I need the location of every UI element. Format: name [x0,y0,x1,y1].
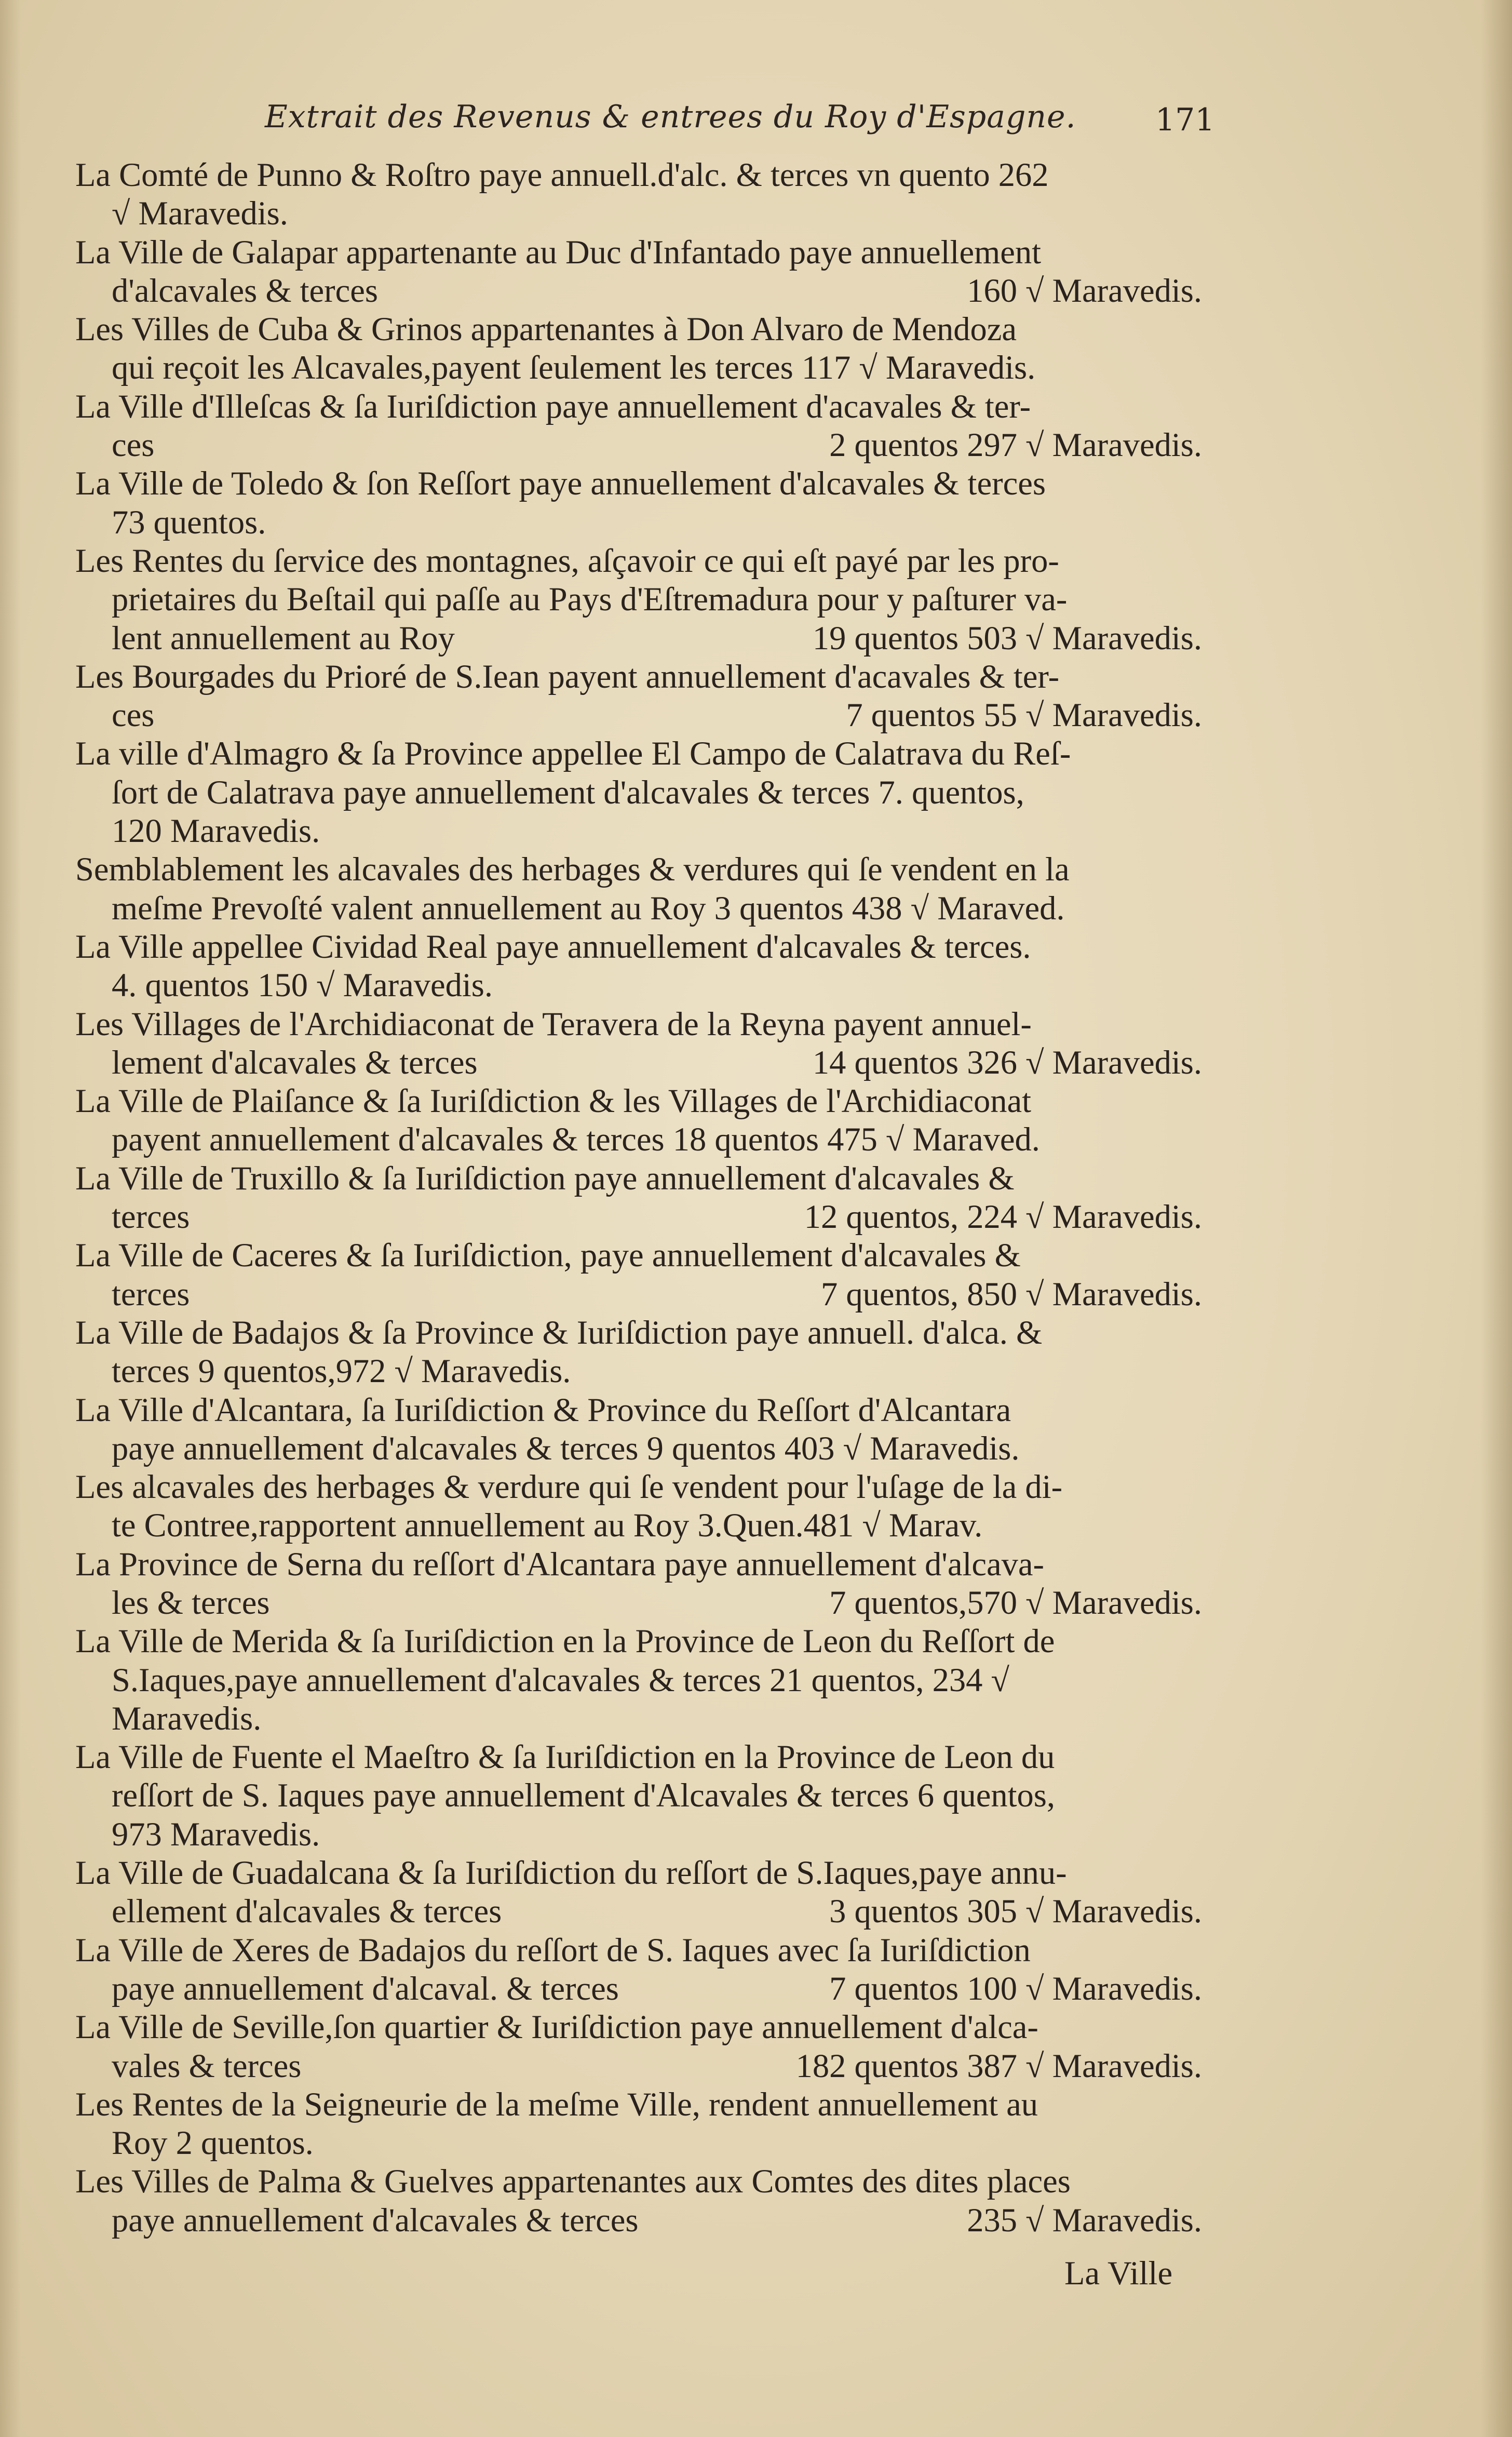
text-line [75,1545,1202,1584]
line-text: La Ville de Xeres de Badajos du reſſort de S. Iaques avec ſa Iuriſdiction [75,1931,1031,1969]
line-text: 73 quentos. [112,503,266,541]
line-text: La Ville de Truxillo & ſa Iuriſdiction paye annuellement d'alcavales & [75,1159,1015,1197]
text-line [75,658,1202,696]
line-text: La Ville de Badajos & ſa Province & Iuriſdiction paye annuell. d'alca. & [75,1314,1043,1351]
line-text: payent annuellement d'alcavales & terces 18 quentos 475 √ Maraved. [112,1121,1040,1158]
text-line [75,1970,1202,2008]
line-amount: 160 √ Maravedis. [967,272,1202,309]
line-text: La Ville d'Alcantara, ſa Iuriſdiction & Province du Reſſort d'Alcantara [75,1391,1011,1428]
text-line [75,1198,1202,1236]
line-text: La Ville appellee Cividad Real paye annuellement d'alcavales & terces. [75,928,1031,965]
line-text: 4. quentos 150 √ Maravedis. [112,967,493,1004]
text-line [75,1854,1202,1892]
page-number: 171 [1155,102,1215,138]
line-amount: 7 quentos 55 √ Maravedis. [846,697,1202,734]
line-text: les & terces [112,1584,270,1621]
text-line [75,194,1202,233]
text-line [75,1429,1202,1468]
line-text: La Ville de Merida & ſa Iuriſdiction en la Province de Leon du Reſſort de [75,1623,1055,1660]
text-line [75,503,1202,542]
text-line [75,619,1202,658]
text-line [75,1622,1202,1661]
body-text [75,156,1202,2240]
line-amount: 182 quentos 387 √ Maravedis. [795,2047,1202,2084]
text-line [75,1275,1202,1314]
line-text: terces [112,1275,190,1313]
line-text: Maravedis. [112,1699,262,1737]
text-line [75,928,1202,966]
line-text: Roy 2 quentos. [112,2124,314,2162]
line-text: 120 Maravedis. [112,812,320,850]
gutter-shadow [0,0,21,2437]
text-line [75,1120,1202,1159]
text-line [75,773,1202,812]
text-line [75,1159,1202,1198]
line-text: Les Villes de Palma & Guelves appartenantes aux Comtes des dites places [75,2163,1071,2200]
running-head: Extrait des Revenus & entrees du Roy d'Espagne. [265,99,1076,135]
line-text: La ville d'Almagro & ſa Province appellee El Campo de Calatrava du Reſ- [75,735,1071,772]
line-text: ellement d'alcavales & terces [112,1893,502,1930]
text-line [75,2085,1202,2124]
text-line [75,426,1202,464]
text-line [75,1815,1202,1854]
text-line [75,850,1202,889]
text-line [75,580,1202,619]
line-text: La Ville de Galapar appartenante au Duc d'Infantado paye annuellement [75,233,1042,271]
text-line [75,1661,1202,1699]
line-text: terces 9 quentos,972 √ Maravedis. [112,1353,571,1390]
text-line [75,1506,1202,1545]
text-line [75,387,1202,426]
line-text: La Ville de Seville,ſon quartier & Iuriſdiction paye annuellement d'alca- [75,2008,1038,2046]
text-line [75,542,1202,580]
line-amount: 19 quentos 503 √ Maravedis. [812,619,1202,657]
line-text: d'alcavales & terces [112,272,379,309]
line-amount: 12 quentos, 224 √ Maravedis. [804,1198,1202,1236]
line-text: vales & terces [112,2047,302,2084]
text-line [75,464,1202,503]
line-text: ces [112,697,155,734]
line-amount: 14 quentos 326 √ Maravedis. [812,1043,1202,1081]
line-text: La Ville de Plaiſance & ſa Iuriſdiction & les Villages de l'Archidiaconat [75,1082,1031,1120]
text-line [75,812,1202,850]
line-amount: 2 quentos 297 √ Maravedis. [829,426,1202,464]
text-line [75,1892,1202,1931]
text-line [75,1352,1202,1390]
line-text: La Province de Serna du reſſort d'Alcantara paye annuellement d'alcava- [75,1545,1045,1583]
line-amount: 7 quentos,570 √ Maravedis. [829,1584,1202,1621]
text-line [75,233,1202,272]
text-line [75,1005,1202,1043]
line-text: ces [112,426,155,464]
line-text: Les alcavales des herbages & verdure qui ſe vendent pour l'uſage de la di- [75,1468,1063,1506]
line-text: Les Bourgades du Prioré de S.Iean payent annuellement d'acavales & ter- [75,658,1060,695]
line-text: reſſort de S. Iaques paye annuellement d'Alcavales & terces 6 quentos, [112,1777,1055,1814]
line-text: √ Maravedis. [112,195,288,232]
text-line [75,1391,1202,1429]
line-text: La Ville d'Illeſcas & ſa Iuriſdiction paye annuellement d'acavales & ter- [75,387,1031,425]
line-text: Les Villes de Cuba & Grinos appartenantes à Don Alvaro de Mendoza [75,311,1017,348]
line-amount: 235 √ Maravedis. [967,2201,1202,2239]
line-text: lement d'alcavales & terces [112,1043,478,1081]
line-text: te Contree,rapportent annuellement au Roy 3.Quen.481 √ Marav. [112,1507,983,1544]
text-line [75,2162,1202,2201]
catchword: La Ville [1064,2255,1173,2292]
text-line [75,1738,1202,1776]
text-line [75,1082,1202,1120]
line-text: Les Rentes du ſervice des montagnes, aſçavoir ce qui eſt payé par les pro- [75,542,1059,579]
line-text: lent annuellement au Roy [112,619,455,657]
line-text: meſme Prevoſté valent annuellement au Roy 3 quentos 438 √ Maraved. [112,889,1065,927]
text-line [75,696,1202,734]
page-edge [1481,0,1512,2437]
line-text: Semblablement les alcavales des herbages & verdures qui ſe vendent en la [75,851,1070,888]
text-line [75,2008,1202,2046]
line-text: S.Iaques,paye annuellement d'alcavales & terces 21 quentos, 234 √ [112,1661,1009,1698]
text-line [75,2124,1202,2162]
line-text: La Ville de Toledo & ſon Reſſort paye annuellement d'alcavales & terces [75,465,1046,502]
text-line [75,1043,1202,1082]
line-text: terces [112,1198,190,1236]
line-text: paye annuellement d'alcavales & terces [112,2201,639,2239]
text-line [75,1468,1202,1506]
text-line [75,1584,1202,1622]
line-text: La Comté de Punno & Roſtro paye annuell.d'alc. & terces vn quento 262 [75,156,1049,193]
line-text: La Ville de Caceres & ſa Iuriſdiction, paye annuellement d'alcavales & [75,1237,1021,1274]
line-amount: 7 quentos 100 √ Maravedis. [829,1970,1202,2007]
line-text: paye annuellement d'alcavales & terces 9 quentos 403 √ Maravedis. [112,1429,1020,1467]
text-line [75,156,1202,194]
text-line [75,2047,1202,2085]
text-line [75,1699,1202,1738]
line-amount: 7 quentos, 850 √ Maravedis. [820,1275,1202,1313]
text-line [75,310,1202,349]
line-text: paye annuellement d'alcaval. & terces [112,1970,619,2007]
line-text: La Ville de Guadalcana & ſa Iuriſdiction du reſſort de S.Iaques,paye annu- [75,1854,1067,1892]
text-line [75,1776,1202,1815]
text-line [75,1931,1202,1970]
text-line [75,1236,1202,1275]
text-line [75,349,1202,387]
line-text: prietaires du Beſtail qui paſſe au Pays d'Eſtremadura pour y paſturer va- [112,581,1068,618]
text-line [75,2201,1202,2240]
line-text: ſort de Calatrava paye annuellement d'alcavales & terces 7. quentos, [112,773,1024,811]
line-amount: 3 quentos 305 √ Maravedis. [829,1893,1202,1930]
text-line [75,966,1202,1005]
line-text: La Ville de Fuente el Maeſtro & ſa Iuriſdiction en la Province de Leon du [75,1738,1055,1776]
text-line [75,272,1202,310]
text-line [75,889,1202,928]
line-text: 973 Maravedis. [112,1815,320,1853]
line-text: Les Rentes de la Seigneurie de la meſme Ville, rendent annuellement au [75,2085,1038,2123]
text-line [75,1314,1202,1352]
line-text: qui reçoit les Alcavales,payent ſeulement les terces 117 √ Maravedis. [112,349,1036,386]
text-line [75,734,1202,773]
line-text: Les Villages de l'Archidiaconat de Teravera de la Reyna payent annuel- [75,1005,1032,1042]
